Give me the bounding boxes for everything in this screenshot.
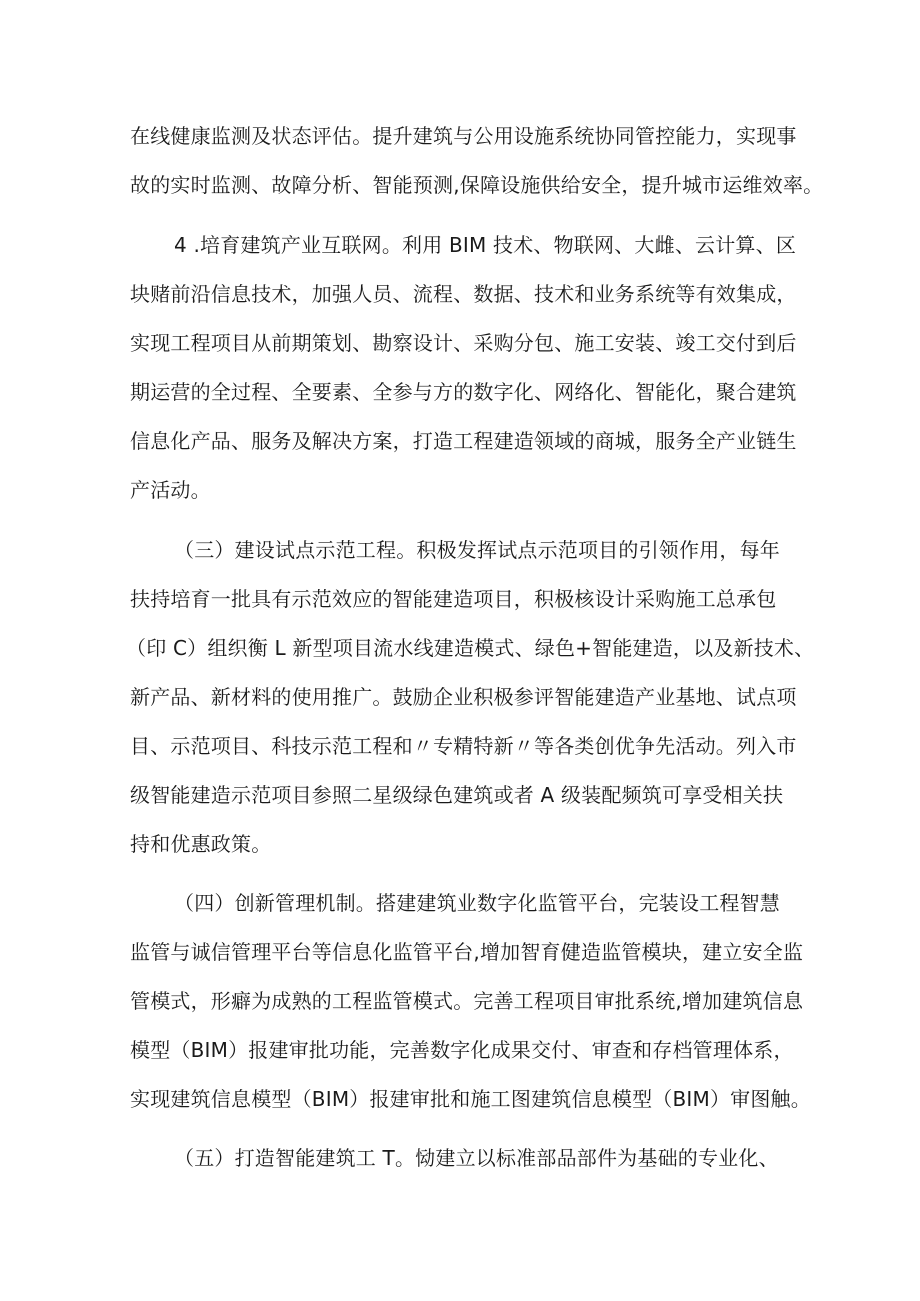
text-line: （四）创新管理机制。搭建建筑业数字化监管平台，完装设工程智慧 [174,891,780,915]
text-line: 实现工程项目从前期策划、勘察设计、采购分包、施工安装、竣工交付到后 [130,331,797,355]
text-line: 持和优惠政策。 [130,832,272,856]
text-line: 在线健康监测及状态评估。提升建筑与公用设施系统协同管控能力，实现事 [130,124,797,148]
text-line: 管模式，形癖为成熟的工程监管模式。完善工程项目审批系统,增加建筑信息 [130,989,804,1013]
text-line: 实现建筑信息模型（BIM）报建审批和施工图建筑信息模型（BIM）审图触。 [130,1087,811,1111]
text-line: 新产品、新材料的使用推广。鼓励企业积极参评智能建造产业基地、试点项 [130,685,797,709]
text-line: 模型（BIM）报建审批功能，完善数字化成果交付、审查和存档管理体系， [130,1038,794,1062]
text-line: 产活动。 [130,478,211,502]
text-line: 故的实时监测、故障分析、智能预测,保障设施供给安全，提升城市运维效率。 [130,173,824,197]
text-line: 块赌前沿信息技术，加强人员、流程、数据、技术和业务系统等有效集成， [130,282,797,306]
text-line: （三）建设试点示范工程。积极发挥试点示范项目的引领作用，每年 [174,538,780,562]
text-line: （印 C）组织衡 L 新型项目流水线建造模式、绿色+智能建造，以及新技术、 [126,636,815,660]
text-line: 4 .培育建筑产业互联网。利用 BIM 技术、物联网、大雌、云计算、区 [174,233,797,257]
text-line: 信息化产品、服务及解决方案，打造工程建造领域的商城，服务全产业链生 [130,429,797,453]
text-line: 扶持培育一批具有示范效应的智能建造项目，积极核设计采购施工总承包 [130,587,777,611]
text-line: 级智能建造示范项目参照二星级绿色建筑或者 A 级装配频筑可享受相关扶 [130,783,784,807]
text-line: 监管与诚信管理平台等信息化监管平台,增加智育健造监管模块，建立安全监 [130,940,804,964]
text-line: 目、示范项目、科技示范工程和〃专精特新〃等各类创优争先活动。列入市 [130,734,797,758]
text-line: 期运营的全过程、全要素、全参与方的数字化、网络化、智能化，聚合建筑 [130,380,797,404]
text-line: （五）打造智能建筑工 T。恸建立以标准部品部件为基础的专业化、 [174,1146,779,1170]
